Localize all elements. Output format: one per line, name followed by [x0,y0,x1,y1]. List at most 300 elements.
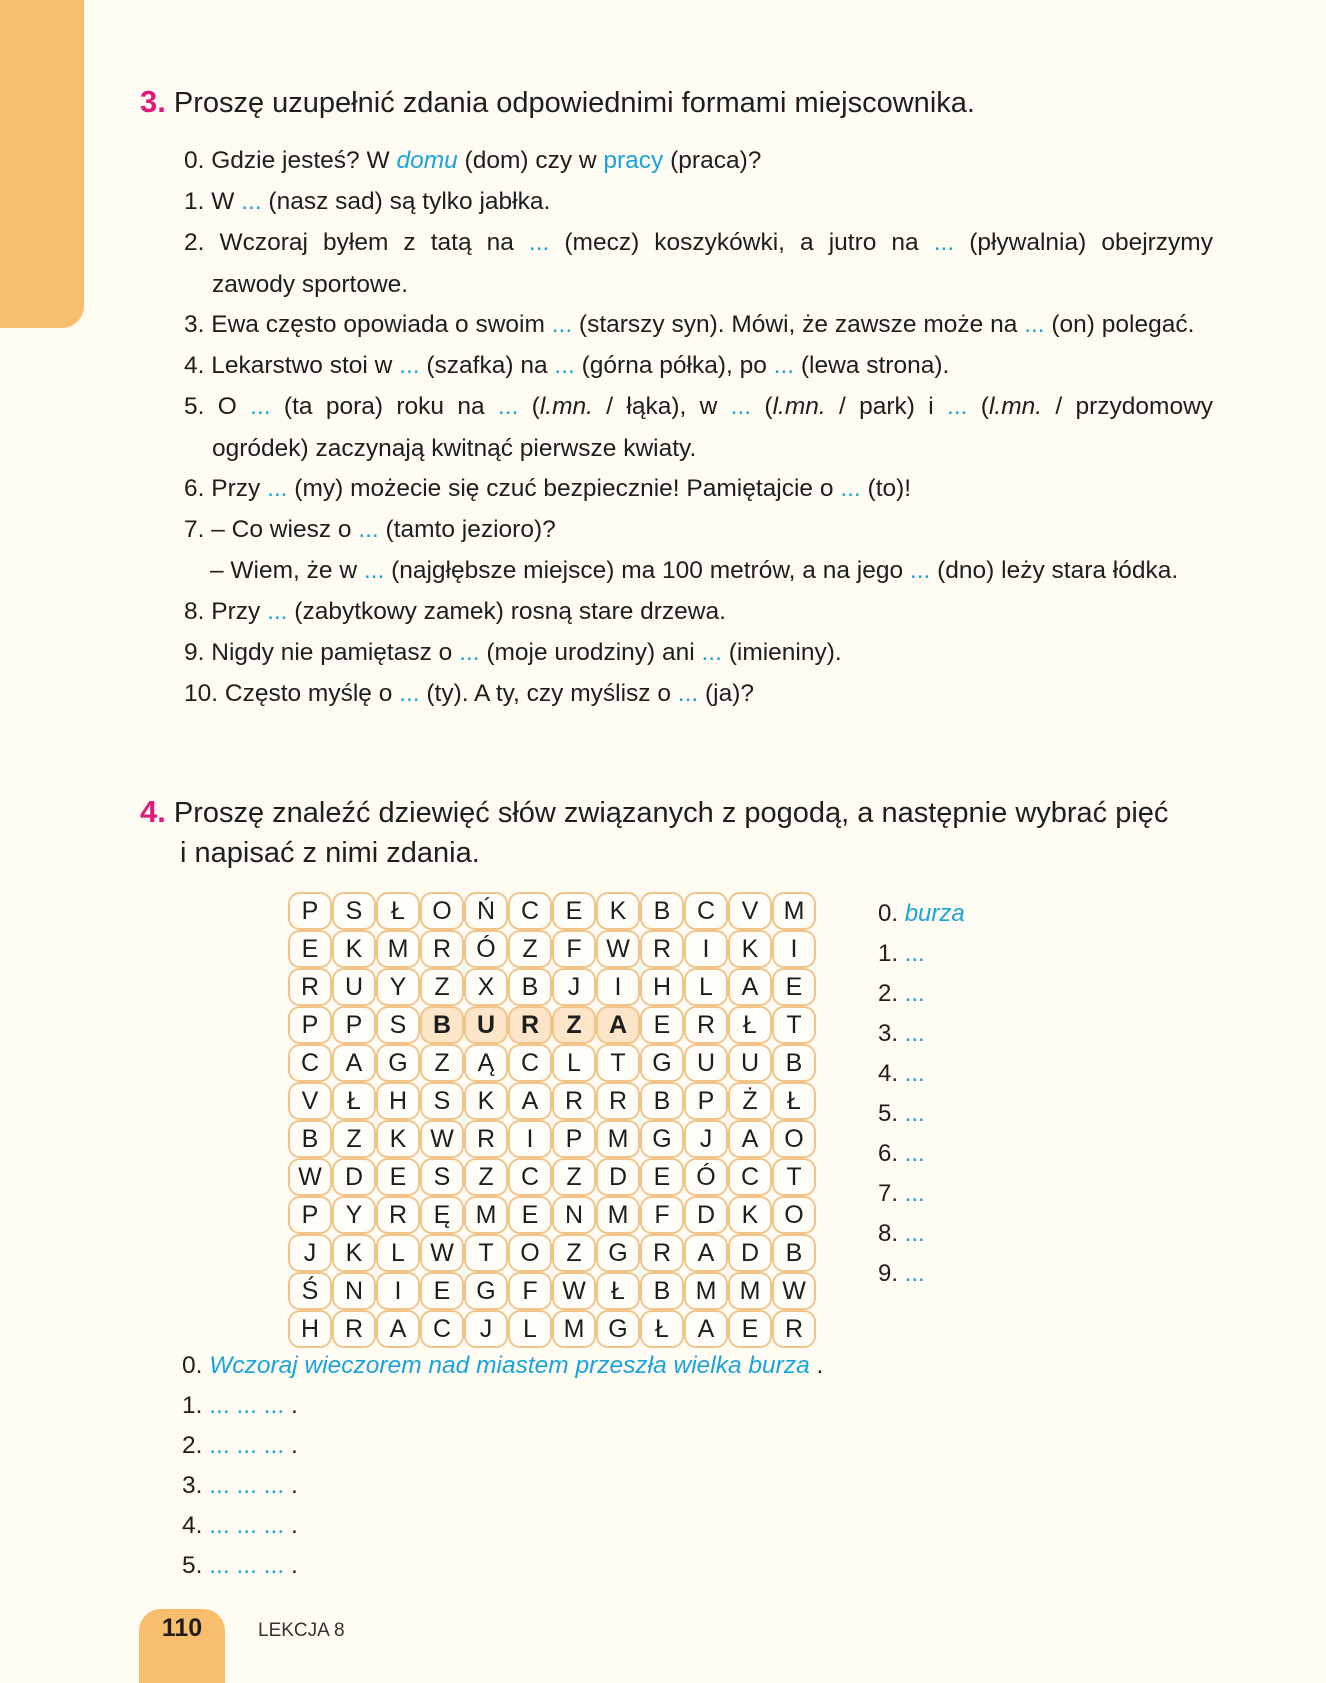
answer-number: 3. [878,1020,905,1047]
sentence-line [184,352,949,379]
grid-cell[interactable]: K [332,1234,376,1272]
item-number: 9. [184,639,212,666]
sentence-text: (to)! [860,475,912,502]
sentence-text: Przy [211,475,268,502]
grid-cell[interactable]: R [684,1006,728,1044]
answer-blank[interactable]: ... [904,940,925,967]
grid-cell[interactable]: R [640,1234,684,1272]
grid-row [288,1044,816,1082]
grid-row [288,1310,816,1348]
blank-gap: ... [730,393,752,420]
blank-gap: ... [267,475,288,502]
grid-row [288,968,816,1006]
grid-cell[interactable]: Ó [464,930,508,968]
sentence-text: Ewa często opowiada o swoim [211,311,552,338]
grid-cell[interactable]: A [728,968,772,1006]
answer-number: 1. [878,940,905,967]
blank-gap: ... [358,516,379,543]
grid-cell[interactable]: E [640,1006,684,1044]
sentence-text: – Wiem, że w [210,557,364,584]
grid-cell[interactable]: H [376,1082,420,1120]
blank-gap: ... [947,393,968,420]
blank-gap: ... [773,352,795,379]
grid-cell[interactable]: I [772,930,816,968]
answer-blank[interactable]: ... [904,1100,925,1127]
sentence-line [184,639,842,666]
sentence-number: 0. [182,1352,210,1379]
grid-cell[interactable]: O [508,1234,552,1272]
grid-cell[interactable]: Ę [420,1196,464,1234]
grid-cell[interactable]: B [640,1272,684,1310]
grid-cell[interactable]: Ł [728,1006,772,1044]
grid-cell[interactable]: H [640,968,684,1006]
sentence-text: Lekarstwo stoi w [211,352,400,379]
grid-cell[interactable]: G [640,1120,684,1158]
grid-cell[interactable]: Ł [376,892,420,930]
grid-cell[interactable]: L [552,1044,596,1082]
grid-row [288,1234,816,1272]
grid-cell[interactable]: P [332,1006,376,1044]
grid-cell[interactable]: Z [420,1044,464,1082]
grid-cell[interactable]: Ś [288,1272,332,1310]
grid-cell[interactable]: L [376,1234,420,1272]
answer-number: 7. [878,1180,905,1207]
grid-cell[interactable]: O [420,892,464,930]
exercise-3-item [184,673,1213,715]
grid-cell[interactable]: Ł [640,1310,684,1348]
grid-cell[interactable]: G [640,1044,684,1082]
grid-cell[interactable]: U [464,1006,508,1044]
answer-item [878,1014,925,1054]
grid-cell[interactable]: M [552,1310,596,1348]
grid-cell[interactable]: P [288,892,332,930]
blank-gap: ... [677,680,699,707]
exercise-3-item [184,386,1213,470]
grid-cell[interactable]: U [332,968,376,1006]
sentence-text: l.mn. [772,393,826,420]
sentence-item [182,1386,298,1426]
sentence-blank[interactable]: ... ... ... [209,1512,285,1539]
sentence-line [184,147,761,174]
grid-cell[interactable]: W [420,1234,464,1272]
grid-cell[interactable]: Ł [596,1272,640,1310]
grid-cell[interactable]: R [552,1082,596,1120]
grid-cell[interactable]: G [596,1234,640,1272]
grid-cell[interactable]: C [508,892,552,930]
exercise-3-item [184,509,1213,551]
grid-cell[interactable]: R [376,1196,420,1234]
grid-row [288,930,816,968]
grid-cell[interactable]: C [288,1044,332,1082]
answer-number: 6. [878,1140,905,1167]
grid-cell[interactable]: B [772,1044,816,1082]
sentence-item [182,1466,298,1506]
grid-cell[interactable]: R [288,968,332,1006]
grid-row [288,1082,816,1120]
answer-blank[interactable]: ... [904,1180,925,1207]
grid-cell[interactable]: P [684,1082,728,1120]
sentence-line [210,557,1178,584]
grid-cell[interactable]: W [596,930,640,968]
grid-cell[interactable]: P [552,1120,596,1158]
answer-number: 8. [878,1220,905,1247]
sentence-text: (nasz sad) są tylko jabłka. [261,188,551,215]
grid-cell[interactable]: S [376,1006,420,1044]
sentence-line [184,393,1213,420]
grid-cell[interactable]: Ł [772,1082,816,1120]
grid-cell[interactable]: E [772,968,816,1006]
grid-cell[interactable]: C [728,1158,772,1196]
grid-cell[interactable]: L [684,968,728,1006]
grid-cell[interactable]: D [332,1158,376,1196]
grid-cell[interactable]: D [684,1196,728,1234]
blank-gap: ... [241,188,262,215]
sentence-line [184,188,550,215]
grid-cell[interactable]: E [728,1310,772,1348]
grid-cell[interactable]: E [420,1272,464,1310]
sentence-number: 4. [182,1512,210,1539]
answer-number: 5. [878,1100,905,1127]
grid-cell[interactable]: I [596,968,640,1006]
blank-gap: ... [459,639,480,666]
exercise-3-heading [140,82,975,123]
grid-cell[interactable]: K [332,930,376,968]
grid-cell[interactable]: M [596,1196,640,1234]
grid-cell[interactable]: H [288,1310,332,1348]
grid-cell[interactable]: X [464,968,508,1006]
grid-cell[interactable]: I [508,1120,552,1158]
exercise-3-item [184,181,1213,223]
grid-cell[interactable]: J [552,968,596,1006]
grid-cell[interactable]: Ł [332,1082,376,1120]
grid-cell[interactable]: M [772,892,816,930]
sentence-text: (starszy syn). Mówi, że zawsze może na [572,311,1025,338]
grid-cell[interactable]: W [772,1272,816,1310]
item-number: 0. [184,147,212,174]
answer-item [878,974,925,1014]
answer-blank[interactable]: ... [904,1220,925,1247]
grid-cell[interactable]: J [464,1310,508,1348]
grid-cell[interactable]: I [684,930,728,968]
sentence-item [182,1346,823,1386]
grid-cell[interactable]: M [376,930,420,968]
grid-cell[interactable]: V [728,892,772,930]
blank-gap: ... [701,639,722,666]
grid-cell[interactable]: G [376,1044,420,1082]
sentence-text: (ty). A ty, czy myślisz o [419,680,678,707]
grid-cell[interactable]: U [684,1044,728,1082]
sentence-period: . [284,1432,298,1459]
sentence-text: (najgłębsze miejsce) ma 100 metrów, a na jego [384,557,910,584]
grid-cell[interactable]: F [508,1272,552,1310]
blank-gap: ... [399,680,420,707]
answer-blank[interactable]: ... [904,980,925,1007]
grid-cell[interactable]: R [640,930,684,968]
grid-cell[interactable]: O [772,1196,816,1234]
grid-cell[interactable]: A [684,1234,728,1272]
grid-cell[interactable]: T [772,1158,816,1196]
grid-cell[interactable]: K [728,930,772,968]
sentence-text: Wczoraj byłem z tatą na [219,229,529,256]
grid-cell[interactable]: C [420,1310,464,1348]
sentence-text: Przy [211,598,268,625]
blank-gap: ... [840,475,861,502]
sentence-blank[interactable]: ... ... ... [209,1392,285,1419]
item-number: 6. [184,475,212,502]
answer-blank[interactable]: ... [904,1060,925,1087]
exercise-3-item [210,550,1239,592]
grid-cell[interactable]: Y [332,1196,376,1234]
grid-cell[interactable]: P [288,1196,332,1234]
blank-gap: ... [363,557,385,584]
grid-cell[interactable]: Ó [684,1158,728,1196]
answer-word[interactable]: burza [904,900,965,927]
exercise-3-item [184,222,1213,306]
sentence-item [182,1546,298,1586]
item-number: 4. [184,352,212,379]
side-tab-decoration [0,0,84,328]
grid-cell[interactable]: B [640,1082,684,1120]
grid-cell[interactable]: V [288,1082,332,1120]
grid-cell[interactable]: E [288,930,332,968]
grid-cell[interactable]: R [420,930,464,968]
grid-cell[interactable]: A [684,1310,728,1348]
grid-cell[interactable]: C [684,892,728,930]
sentence-text: W [211,188,242,215]
grid-cell[interactable]: O [772,1120,816,1158]
sentence-text: (praca)? [663,147,762,174]
blank-gap: ... [528,229,550,256]
exercise-3-title: Proszę uzupełnić zdania odpowiednimi formami miejscownika. [173,87,975,119]
sentence-text: (mecz) koszykówki, a jutro na [549,229,934,256]
grid-cell[interactable]: Z [508,930,552,968]
exercise-4-title-line1: Proszę znaleźć dziewięć słów związanych z pogodą, a następnie wybrać pięć [173,797,1169,829]
item-number: 10. [184,680,225,707]
grid-cell[interactable]: C [508,1158,552,1196]
grid-cell[interactable]: Z [552,1158,596,1196]
grid-cell[interactable]: I [376,1272,420,1310]
grid-cell[interactable]: A [376,1310,420,1348]
sentence-text: (ta pora) roku na [270,393,498,420]
grid-cell[interactable]: A [508,1082,552,1120]
sentence-period: . [284,1512,298,1539]
grid-cell[interactable]: E [640,1158,684,1196]
grid-cell[interactable]: B [288,1120,332,1158]
blank-gap: ... [909,557,931,584]
sentence-text: (zabytkowy zamek) rosną stare drzewa. [287,598,726,625]
grid-cell[interactable]: S [332,892,376,930]
grid-cell[interactable]: R [772,1310,816,1348]
answer-blank[interactable]: ... [904,1140,925,1167]
grid-cell[interactable]: K [728,1196,772,1234]
sentence-text: (dno) leży stara łódka. [930,557,1179,584]
grid-cell[interactable]: E [552,892,596,930]
grid-cell[interactable]: Z [420,968,464,1006]
sentence-text: O [217,393,251,420]
exercise-3-item [184,591,1213,633]
grid-cell[interactable]: Z [464,1158,508,1196]
sentence-text: (imieniny). [721,639,842,666]
sentence-text: (szafka) na [419,352,555,379]
grid-cell[interactable]: Z [552,1234,596,1272]
grid-cell[interactable]: F [552,930,596,968]
grid-cell[interactable]: W [420,1120,464,1158]
lesson-label: LEKCJA 8 [258,1620,345,1641]
sentence-text: / przydomowy [1042,393,1214,420]
sentence-blank[interactable]: ... ... ... [209,1472,285,1499]
blank-gap: ... [554,352,575,379]
grid-cell[interactable]: Z [552,1006,596,1044]
grid-cell[interactable]: Y [376,968,420,1006]
grid-row [288,1272,816,1310]
sentence-period: . [284,1552,298,1579]
answer-word: pracy [603,147,664,174]
grid-cell[interactable]: E [376,1158,420,1196]
blank-gap: ... [933,229,955,256]
grid-row [288,1120,816,1158]
grid-cell[interactable]: A [596,1006,640,1044]
blank-gap: ... [497,393,519,420]
grid-cell[interactable]: M [596,1120,640,1158]
grid-cell[interactable]: T [596,1044,640,1082]
grid-cell[interactable]: R [596,1082,640,1120]
grid-cell[interactable]: S [420,1158,464,1196]
grid-cell[interactable]: K [596,892,640,930]
sentence-text: ( [967,393,989,420]
word-search-grid [288,892,816,1348]
grid-cell[interactable]: S [420,1082,464,1120]
sentence-text: (tamto jezioro)? [378,516,556,543]
grid-cell[interactable]: T [464,1234,508,1272]
grid-cell[interactable]: Ą [464,1044,508,1082]
grid-cell[interactable]: N [552,1196,596,1234]
answer-item [878,894,965,934]
blank-gap: ... [399,352,420,379]
answer-word: domu [396,147,458,174]
answer-number: 0. [878,900,905,927]
sentence-line [184,680,754,707]
sentence-number: 3. [182,1472,210,1499]
grid-cell[interactable]: J [684,1120,728,1158]
example-sentence: Wczoraj wieczorem nad miastem przeszła wielka burza [209,1352,810,1379]
grid-cell[interactable]: E [508,1196,552,1234]
sentence-item [182,1506,298,1546]
grid-cell[interactable]: Z [332,1120,376,1158]
blank-gap: ... [267,598,288,625]
exercise-3-item [184,632,1213,674]
sentence-period: . [284,1472,298,1499]
sentence-continuation: ogródek) zaczynają kwitnąć pierwsze kwiaty. [212,435,697,462]
sentence-text: (lewa strona). [794,352,950,379]
grid-cell[interactable]: A [728,1120,772,1158]
sentence-line [184,229,1213,256]
grid-cell[interactable]: L [508,1310,552,1348]
grid-cell[interactable]: W [288,1158,332,1196]
item-number: 7. [184,516,212,543]
exercise-4-number: 4. [140,794,166,829]
grid-cell[interactable]: W [552,1272,596,1310]
grid-cell[interactable]: G [596,1310,640,1348]
sentence-text: (my) możecie się czuć bezpiecznie! Pamiętajcie o [287,475,841,502]
sentence-text: l.mn. [539,393,593,420]
answer-blank[interactable]: ... [904,1260,925,1287]
grid-cell[interactable]: G [464,1272,508,1310]
sentence-text: ( [518,393,540,420]
grid-row [288,1196,816,1234]
page-number: 110 [161,1614,203,1642]
sentence-blank[interactable]: ... ... ... [209,1432,285,1459]
grid-cell[interactable]: D [596,1158,640,1196]
grid-row [288,1006,816,1044]
grid-cell[interactable]: B [772,1234,816,1272]
sentence-text: (górna półka), po [574,352,774,379]
grid-cell[interactable]: F [640,1196,684,1234]
grid-cell[interactable]: U [728,1044,772,1082]
exercise-3-number: 3. [140,84,166,119]
grid-cell[interactable]: K [464,1082,508,1120]
grid-cell[interactable]: M [464,1196,508,1234]
sentence-number: 2. [182,1432,210,1459]
sentence-text: Często myślę o [224,680,400,707]
grid-row [288,1158,816,1196]
answer-blank[interactable]: ... [904,1020,925,1047]
sentence-continuation: zawody sportowe. [212,271,409,298]
blank-gap: ... [551,311,573,338]
grid-cell[interactable]: T [772,1006,816,1044]
answer-item [878,1094,925,1134]
item-number: 2. [184,229,220,256]
grid-cell[interactable]: C [508,1044,552,1082]
exercise-4-heading [140,792,1213,873]
sentence-text: (pływalnia) obejrzymy [954,229,1213,256]
sentence-line [184,598,726,625]
grid-cell[interactable]: J [288,1234,332,1272]
sentence-text: / łąka), w [592,393,731,420]
grid-cell[interactable]: B [640,892,684,930]
sentence-text: l.mn. [988,393,1043,420]
grid-cell[interactable]: A [332,1044,376,1082]
exercise-3-item [184,468,1213,510]
blank-gap: ... [1024,311,1045,338]
grid-row [288,892,816,930]
grid-cell[interactable]: K [376,1120,420,1158]
grid-cell[interactable]: R [332,1310,376,1348]
item-number: 1. [184,188,212,215]
grid-cell[interactable]: R [508,1006,552,1044]
grid-cell[interactable]: N [332,1272,376,1310]
grid-cell[interactable]: Ń [464,892,508,930]
sentence-text: (dom) czy w [457,147,604,174]
sentence-blank[interactable]: ... ... ... [209,1552,285,1579]
sentence-text: Nigdy nie pamiętasz o [211,639,460,666]
grid-cell[interactable]: R [464,1120,508,1158]
exercise-3-item [184,345,1213,387]
grid-cell[interactable]: D [728,1234,772,1272]
answer-item [878,1054,925,1094]
grid-cell[interactable]: M [684,1272,728,1310]
exercise-3-item [184,304,1213,346]
grid-cell[interactable]: B [508,968,552,1006]
sentence-text: – Co wiesz o [211,516,359,543]
sentence-number: 5. [182,1552,210,1579]
grid-cell[interactable]: Ż [728,1082,772,1120]
sentence-text: / park) i [825,393,948,420]
grid-cell[interactable]: B [420,1006,464,1044]
sentence-line [184,516,556,543]
grid-cell[interactable]: P [288,1006,332,1044]
grid-cell[interactable]: M [728,1272,772,1310]
answer-item [878,1134,925,1174]
